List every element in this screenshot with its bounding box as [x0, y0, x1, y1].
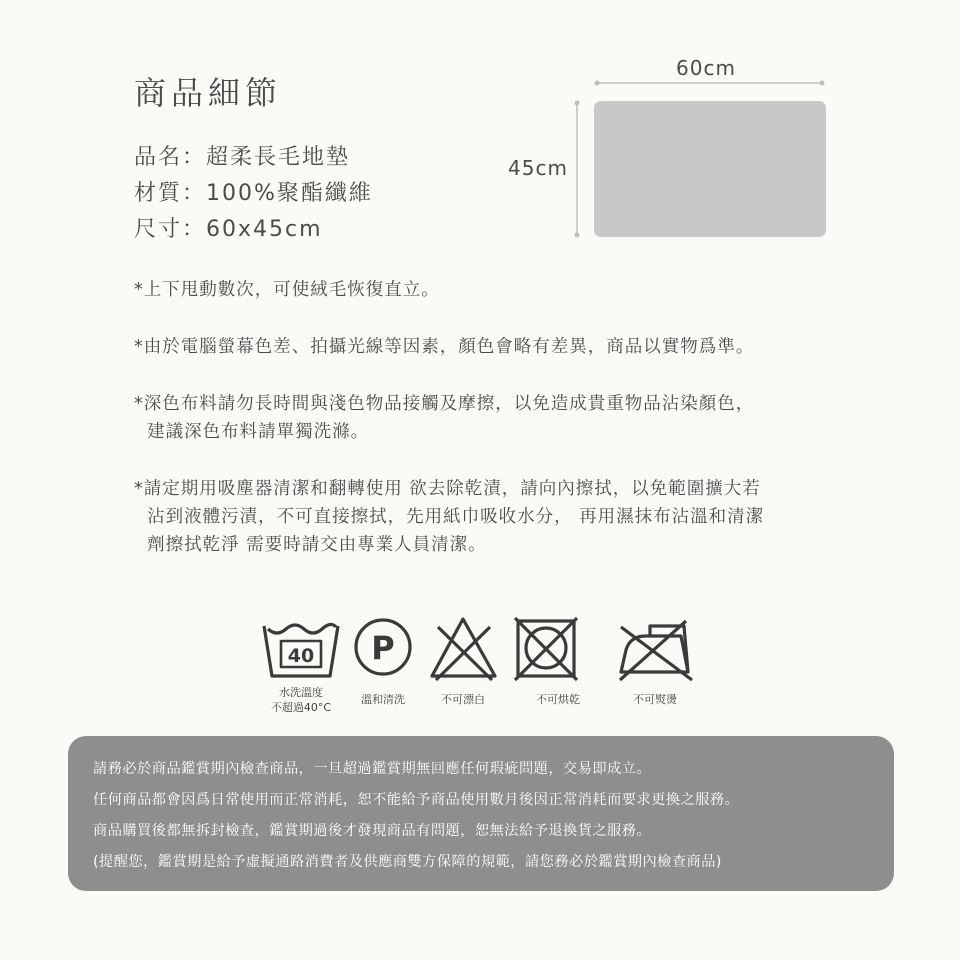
notice-line: 請務必於商品鑑賞期內檢查商品，一旦超過鑑賞期無回應任何瑕疵問題，交易即成立。 — [93, 761, 652, 777]
width-label: 60cm — [676, 56, 736, 80]
no-tumble-dry-icon — [515, 618, 577, 680]
note-color-variance: *由於電腦螢幕色差、拍攝光線等因素，顏色會略有差異，商品以實物爲準。 — [134, 337, 755, 357]
notice-line: 任何商品都會因爲日常使用而正常消耗，恕不能給予商品使用數月後因正常消耗而要求更換之服務。 — [93, 792, 740, 808]
no-iron-label: 不可熨燙 — [633, 693, 677, 706]
height-label: 45cm — [508, 156, 568, 180]
dry-clean-letter: P — [371, 629, 395, 667]
wash-temp-number: 40 — [287, 645, 315, 667]
notice-line: 商品購買後都無拆封檢查，鑑賞期過後才發現商品有問題，恕無法給予退換貨之服務。 — [93, 823, 652, 839]
no-tumble-dry-label: 不可烘乾 — [536, 693, 580, 706]
inspection-notice — [68, 736, 894, 891]
gentle-clean-label: 溫和清洗 — [361, 693, 405, 706]
note-cleaning: *請定期用吸塵器清潔和翻轉使用 欲去除乾漬，請向內擦拭，以免範圍擴大若 沾到液體污漬，不可直接擦拭，先用紙巾吸收水分， 再用濕抹布沾溫和清潔 劑擦拭乾淨 需要時請交由專業人員清潔。 — [134, 479, 765, 555]
no-bleach-icon — [432, 619, 495, 680]
wash-label: 水洗溫度 不超過40°C — [270, 686, 332, 714]
mat-illustration — [594, 101, 826, 237]
page-title: 商品細節 — [134, 74, 283, 112]
care-notes — [134, 276, 874, 588]
spec-material: 材質：100%聚酯纖維 — [134, 181, 373, 206]
notice-line: (提醒您，鑑賞期是給予虛擬通路消費者及供應商雙方保障的規範，請您務必於鑑賞期內檢查商品) — [93, 854, 722, 870]
no-iron-icon — [620, 621, 692, 680]
spec-name: 品名：超柔長毛地墊 — [134, 145, 351, 170]
note-shake: *上下甩動數次，可使絨毛恢復直立。 — [134, 280, 440, 300]
dry-clean-p-icon — [356, 620, 410, 674]
spec-size: 尺寸：60x45cm — [134, 217, 323, 242]
no-bleach-label: 不可漂白 — [441, 693, 485, 706]
wash-40-icon — [264, 624, 338, 676]
note-dark-fabric: *深色布料請勿長時間與淺色物品接觸及摩擦，以免造成貴重物品沾染顏色， 建議深色布料請單獨洗滌。 — [134, 394, 755, 442]
